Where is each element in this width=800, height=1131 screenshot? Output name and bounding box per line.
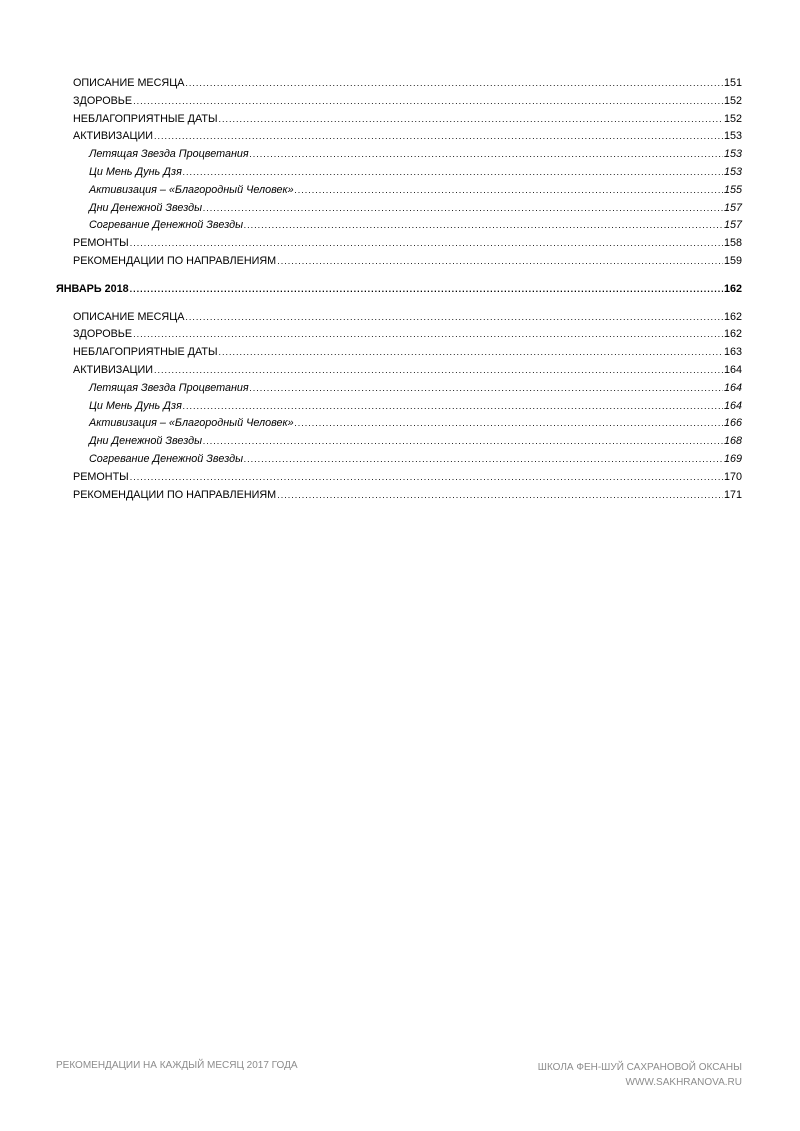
toc-entry-title: Дни Денежной Звезды [89, 201, 203, 214]
toc-entry-page: 162 [723, 310, 742, 323]
toc-leader-dots [203, 436, 723, 446]
toc-entry-page: 164 [723, 381, 742, 394]
toc-entry-page: 163 [723, 346, 742, 359]
toc-entry-title: ОПИСАНИЕ МЕСЯЦА [73, 77, 185, 89]
toc-entry-title: НЕБЛАГОПРИЯТНЫЕ ДАТЫ [73, 346, 218, 359]
toc-entry[interactable] [56, 255, 742, 273]
toc-leader-dots [185, 78, 723, 88]
toc-entry-title: Активизация – «Благородный Человек» [89, 417, 294, 430]
toc-subentry[interactable] [56, 453, 742, 471]
toc-entry-page: 152 [723, 112, 742, 125]
toc-entry-title: ЗДОРОВЬЕ [73, 328, 133, 341]
toc-entry-page: 162 [723, 328, 742, 341]
toc-entry[interactable] [56, 346, 742, 364]
toc-subentry[interactable] [56, 184, 742, 202]
toc-entry-title: РЕКОМЕНДАЦИИ ПО НАПРАВЛЕНИЯМ [73, 254, 277, 267]
footer-school-name: ШКОЛА ФЕН-ШУЙ САХРАНОВОЙ ОКСАНЫ [537, 1062, 742, 1073]
toc-leader-dots [183, 167, 723, 177]
toc-leader-dots [277, 490, 723, 500]
toc-entry-page: 159 [723, 254, 742, 267]
toc-subentry[interactable] [56, 417, 742, 435]
toc-entry-title: НЕБЛАГОПРИЯТНЫЕ ДАТЫ [73, 112, 218, 125]
toc-leader-dots [244, 454, 723, 464]
toc-leader-dots [219, 347, 723, 357]
toc-chapter-entry[interactable] [56, 283, 742, 301]
toc-leader-dots [154, 365, 723, 375]
toc-leader-dots [277, 256, 723, 266]
toc-entry-page: 153 [723, 148, 742, 161]
toc-subentry[interactable] [56, 202, 742, 220]
toc-leader-dots [130, 472, 723, 482]
toc-leader-dots [154, 131, 723, 141]
footer-document-title: РЕКОМЕНДАЦИИ НА КАЖДЫЙ МЕСЯЦ 2017 ГОДА [56, 1060, 298, 1071]
toc-subentry[interactable] [56, 400, 742, 418]
toc-entry[interactable] [56, 77, 742, 95]
toc-subentry[interactable] [56, 435, 742, 453]
table-of-contents [56, 77, 742, 506]
toc-entry[interactable] [56, 311, 742, 329]
toc-entry-page: 157 [723, 219, 742, 232]
toc-entry-page: 158 [723, 237, 742, 250]
toc-leader-dots [250, 149, 723, 159]
toc-entry-title: Летящая Звезда Процветания [89, 148, 249, 161]
toc-entry[interactable] [56, 95, 742, 113]
toc-entry[interactable] [56, 130, 742, 148]
toc-entry[interactable] [56, 113, 742, 131]
toc-entry-title: ОПИСАНИЕ МЕСЯЦА [73, 310, 185, 323]
toc-entry-page: 164 [723, 363, 742, 376]
toc-subentry[interactable] [56, 166, 742, 184]
toc-entry[interactable] [56, 471, 742, 489]
toc-entry-page: 168 [723, 435, 742, 448]
toc-entry-title: Ци Мень Дунь Дзя [89, 165, 182, 178]
toc-chapter-page: 162 [723, 282, 742, 295]
toc-entry-page: 171 [723, 488, 742, 501]
toc-entry-page: 151 [723, 77, 742, 89]
toc-entry[interactable] [56, 364, 742, 382]
toc-entry-page: 170 [723, 470, 742, 483]
toc-entry-title: АКТИВИЗАЦИИ [73, 130, 154, 143]
toc-entry-page: 157 [723, 201, 742, 214]
toc-leader-dots [183, 401, 723, 411]
toc-leader-dots [133, 96, 723, 106]
toc-entry-title: Согревание Денежной Звезды [89, 219, 244, 232]
toc-entry-title: РЕМОНТЫ [73, 470, 129, 483]
toc-subentry[interactable] [56, 148, 742, 166]
toc-leader-dots [130, 284, 723, 294]
toc-subentry[interactable] [56, 382, 742, 400]
toc-subentry[interactable] [56, 219, 742, 237]
toc-entry-title: Ци Мень Дунь Дзя [89, 399, 182, 412]
toc-entry-page: 152 [723, 94, 742, 107]
toc-leader-dots [244, 220, 723, 230]
toc-leader-dots [295, 418, 723, 428]
toc-leader-dots [130, 238, 723, 248]
toc-entry[interactable] [56, 328, 742, 346]
toc-entry-title: РЕМОНТЫ [73, 237, 129, 250]
toc-leader-dots [295, 185, 723, 195]
toc-chapter-title: ЯНВАРЬ 2018 [56, 282, 129, 295]
toc-entry-title: РЕКОМЕНДАЦИИ ПО НАПРАВЛЕНИЯМ [73, 488, 277, 501]
toc-entry-title: Согревание Денежной Звезды [89, 452, 244, 465]
toc-entry-page: 164 [723, 399, 742, 412]
toc-entry-page: 169 [723, 452, 742, 465]
toc-entry-title: АКТИВИЗАЦИИ [73, 363, 154, 376]
toc-entry-page: 155 [723, 183, 742, 196]
toc-leader-dots [185, 312, 723, 322]
footer-school-info [538, 1060, 742, 1090]
toc-entry-title: Летящая Звезда Процветания [89, 381, 249, 394]
toc-leader-dots [250, 383, 723, 393]
toc-leader-dots [219, 114, 723, 124]
toc-leader-dots [203, 203, 723, 213]
toc-entry-title: Активизация – «Благородный Человек» [89, 183, 294, 196]
toc-entry[interactable] [56, 489, 742, 507]
toc-entry-page: 166 [723, 417, 742, 430]
toc-entry-title: ЗДОРОВЬЕ [73, 94, 133, 107]
footer-website[interactable]: WWW.SAKHRANOVA.RU [625, 1077, 742, 1088]
toc-entry-page: 153 [723, 165, 742, 178]
toc-entry[interactable] [56, 237, 742, 255]
toc-entry-page: 153 [723, 130, 742, 143]
toc-leader-dots [133, 329, 723, 339]
toc-entry-title: Дни Денежной Звезды [89, 435, 203, 448]
